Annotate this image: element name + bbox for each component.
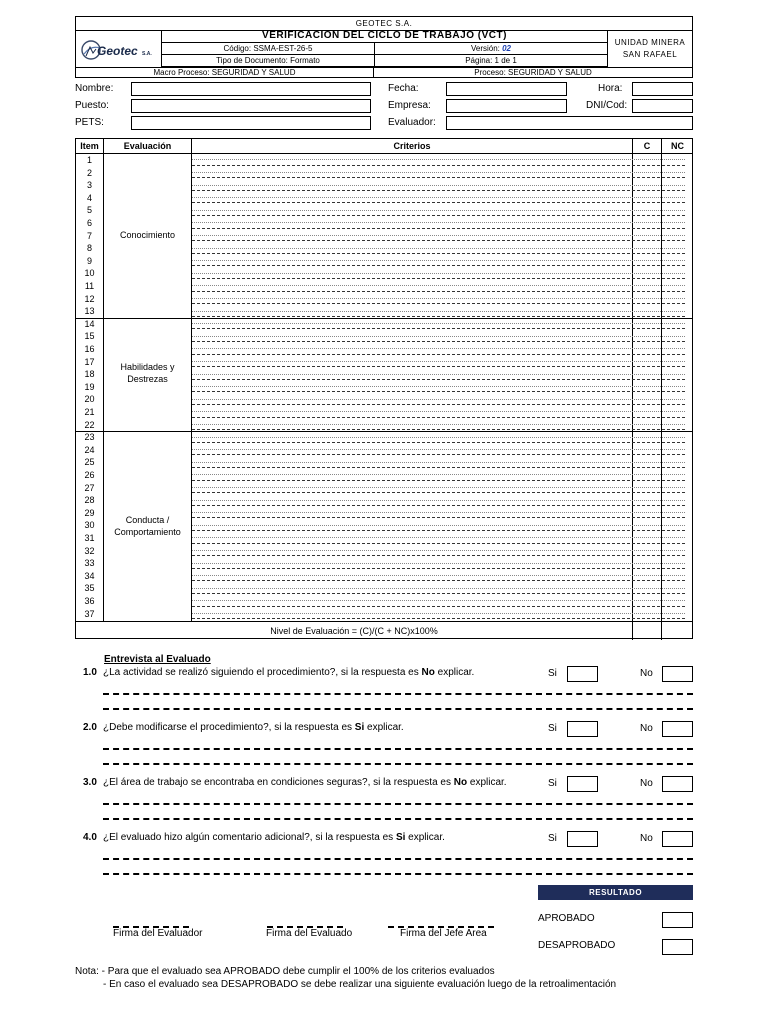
- item-number: 31: [84, 533, 95, 543]
- question-text: ¿El área de trabajo se encontraba en condiciones seguras?, si la respuesta es No explicar.: [103, 777, 507, 788]
- table-body-bottom: [76, 621, 692, 622]
- item-number: 36: [84, 596, 95, 606]
- criteria-line[interactable]: [192, 442, 685, 443]
- macro-process: Macro Proceso: SEGURIDAD Y SALUD: [76, 68, 374, 78]
- question-text: ¿La actividad se realizó siguiendo el procedimiento?, si la respuesta es No explicar.: [103, 667, 475, 678]
- evaluador-field[interactable]: [446, 116, 693, 130]
- item-number: 3: [86, 180, 92, 191]
- header-row-code: [162, 43, 607, 55]
- criteria-subline: [192, 298, 685, 299]
- criteria-line[interactable]: [192, 278, 685, 279]
- mining-unit: [607, 31, 692, 67]
- criteria-line[interactable]: [192, 240, 685, 241]
- si-label: Si: [548, 833, 557, 844]
- item-number: 7: [86, 230, 92, 241]
- criteria-subline: [192, 600, 685, 601]
- item-number: 8: [86, 243, 92, 254]
- answer-line[interactable]: [103, 803, 693, 805]
- item-number: 24: [84, 444, 95, 455]
- no-label: No: [640, 778, 653, 789]
- mining-unit-line2: SAN RAFAEL: [622, 50, 678, 59]
- criteria-subline: [192, 613, 685, 614]
- criteria-line[interactable]: [192, 165, 685, 166]
- version-label: Versión:: [470, 44, 500, 53]
- aprobado-label: APROBADO: [538, 913, 595, 924]
- table-header-divider: [76, 153, 692, 154]
- item-number: 17: [84, 356, 95, 367]
- item-number: 18: [84, 369, 95, 380]
- item-number: 32: [84, 545, 95, 556]
- si-checkbox[interactable]: [567, 666, 598, 682]
- item-number: 14: [84, 318, 95, 329]
- note-line-2: - En caso el evaluado sea DESAPROBADO se debe realizar una siguiente evaluación luego de la retroalimentación: [103, 979, 617, 990]
- criteria-line[interactable]: [192, 291, 685, 292]
- criteria-line[interactable]: [192, 404, 685, 405]
- answer-line[interactable]: [103, 763, 693, 765]
- pets-label: PETS:: [75, 117, 104, 128]
- criteria-line[interactable]: [192, 492, 685, 493]
- item-number: 35: [84, 583, 95, 594]
- pets-field[interactable]: [131, 116, 371, 130]
- criteria-subline: [192, 399, 685, 400]
- criteria-line[interactable]: [192, 530, 685, 531]
- si-label: Si: [548, 723, 557, 734]
- question-text: ¿Debe modificarse el procedimiento?, si la respuesta es Si explicar.: [103, 722, 404, 733]
- criteria-subline: [192, 348, 685, 349]
- dni-field[interactable]: [632, 99, 693, 113]
- criteria-subline: [192, 185, 685, 186]
- no-checkbox[interactable]: [662, 721, 693, 737]
- answer-line[interactable]: [103, 858, 693, 860]
- no-checkbox[interactable]: [662, 831, 693, 847]
- header-criterios: Criterios: [393, 141, 431, 151]
- question-number: 4.0: [83, 832, 97, 843]
- header-item: Item: [80, 141, 99, 151]
- criteria-subline: [192, 588, 685, 589]
- criteria-subline: [192, 260, 685, 261]
- si-checkbox[interactable]: [567, 721, 598, 737]
- criteria-subline: [192, 537, 685, 538]
- header-evaluacion: Evaluación: [123, 141, 172, 151]
- criteria-line[interactable]: [192, 328, 685, 329]
- item-number: 6: [86, 218, 92, 228]
- criteria-line[interactable]: [192, 316, 685, 317]
- criteria-subline: [192, 474, 685, 475]
- criteria-line[interactable]: [192, 606, 685, 607]
- criteria-line[interactable]: [192, 580, 685, 581]
- dni-label: DNI/Cod:: [586, 100, 628, 111]
- answer-line[interactable]: [103, 818, 693, 820]
- criteria-line[interactable]: [192, 215, 685, 216]
- desaprobado-checkbox[interactable]: [662, 939, 693, 955]
- item-number: 22: [84, 419, 95, 430]
- item-number: 33: [84, 558, 95, 569]
- criteria-line[interactable]: [192, 593, 685, 594]
- process: Proceso: SEGURIDAD Y SALUD: [474, 68, 592, 77]
- item-number: 21: [84, 407, 95, 417]
- si-checkbox[interactable]: [567, 776, 598, 792]
- fecha-label: Fecha:: [388, 83, 419, 94]
- aprobado-checkbox[interactable]: [662, 912, 693, 928]
- criteria-line[interactable]: [192, 555, 685, 556]
- evaluador-label: Evaluador:: [388, 117, 436, 128]
- criteria-subline: [192, 411, 685, 412]
- evaluation-table: [75, 138, 693, 639]
- criteria-subline: [192, 550, 685, 551]
- criteria-subline: [192, 374, 685, 375]
- item-number: 28: [84, 495, 95, 506]
- no-label: No: [640, 833, 653, 844]
- criteria-line[interactable]: [192, 253, 685, 254]
- criteria-subline: [192, 487, 685, 488]
- document-header: [75, 16, 693, 78]
- hora-label: Hora:: [598, 83, 623, 94]
- puesto-field[interactable]: [131, 99, 371, 113]
- item-number: 5: [86, 205, 92, 216]
- header-nc: NC: [671, 141, 684, 151]
- company-logo: [76, 31, 162, 67]
- no-label: No: [640, 723, 653, 734]
- section-divider: [76, 318, 692, 319]
- item-number: 23: [84, 432, 95, 443]
- empresa-label: Empresa:: [388, 100, 431, 111]
- criteria-line[interactable]: [192, 190, 685, 191]
- criteria-subline: [192, 424, 685, 425]
- mining-unit-line1: UNIDAD MINERA: [614, 38, 686, 47]
- geotec-logo-icon: [76, 31, 162, 67]
- section-label-conducta: Conducta / Comportamiento: [114, 515, 181, 537]
- item-number: 9: [86, 255, 92, 266]
- criteria-line[interactable]: [192, 480, 685, 481]
- criteria-line[interactable]: [192, 568, 685, 569]
- criteria-subline: [192, 172, 685, 173]
- section-label-conocimiento: Conocimiento: [119, 230, 176, 240]
- criteria-subline: [192, 386, 685, 387]
- item-number: 16: [84, 344, 95, 354]
- criteria-line[interactable]: [192, 391, 685, 392]
- criteria-subline: [192, 462, 685, 463]
- process-row: [76, 67, 692, 78]
- no-checkbox[interactable]: [662, 666, 693, 682]
- item-number: 29: [84, 507, 95, 518]
- criteria-line[interactable]: [192, 177, 685, 178]
- fecha-field[interactable]: [446, 82, 567, 96]
- criteria-subline: [192, 563, 685, 564]
- criteria-line[interactable]: [192, 202, 685, 203]
- signature-label-jefe: Firma del Jefe Area: [400, 928, 487, 939]
- signature-label-evaluado: Firma del Evaluado: [266, 928, 353, 939]
- criteria-subline: [192, 197, 685, 198]
- criteria-line[interactable]: [192, 417, 685, 418]
- criteria-line[interactable]: [192, 341, 685, 342]
- criteria-line[interactable]: [192, 505, 685, 506]
- header-row-type: [162, 55, 607, 67]
- item-number: 12: [84, 293, 95, 304]
- answer-line[interactable]: [103, 693, 693, 695]
- question-text: ¿El evaluado hizo algún comentario adicional?, si la respuesta es Si explicar.: [103, 832, 445, 843]
- company-name: GEOTEC S.A.: [76, 17, 692, 31]
- answer-line[interactable]: [103, 708, 693, 710]
- criteria-line[interactable]: [192, 429, 685, 430]
- criteria-line[interactable]: [192, 454, 685, 455]
- criteria-subline: [192, 437, 685, 438]
- question-number: 2.0: [83, 722, 97, 733]
- nombre-field[interactable]: [131, 82, 371, 96]
- criteria-subline: [192, 449, 685, 450]
- criteria-subline: [192, 361, 685, 362]
- si-label: Si: [548, 778, 557, 789]
- criteria-line[interactable]: [192, 517, 685, 518]
- si-label: Si: [548, 668, 557, 679]
- table-column-divider: [103, 139, 104, 622]
- code-cell: Código: SSMA-EST-26-5: [162, 43, 375, 54]
- item-number: 13: [84, 306, 95, 317]
- criteria-subline: [192, 222, 685, 223]
- criteria-subline: [192, 512, 685, 513]
- criteria-subline: [192, 248, 685, 249]
- criteria-subline: [192, 500, 685, 501]
- doc-type-cell: Tipo de Documento: Formato: [162, 55, 375, 66]
- criteria-subline: [192, 159, 685, 160]
- answer-line[interactable]: [103, 748, 693, 750]
- item-number: 11: [84, 281, 95, 291]
- hora-field[interactable]: [632, 82, 693, 96]
- criteria-subline: [192, 285, 685, 286]
- question-number: 3.0: [83, 777, 97, 788]
- item-number: 27: [84, 482, 95, 493]
- no-checkbox[interactable]: [662, 776, 693, 792]
- version-value: 02: [502, 44, 512, 53]
- answer-line[interactable]: [103, 873, 693, 875]
- criteria-subline: [192, 525, 685, 526]
- question-number: 1.0: [83, 667, 97, 678]
- version-cell: [375, 43, 607, 54]
- item-number: 37: [84, 608, 95, 619]
- form-title: VERIFICACION DEL CICLO DE TRABAJO (VCT): [162, 31, 607, 43]
- signature-label-evaluador: Firma del Evaluador: [113, 928, 203, 939]
- section-label-habilidades: Habilidades y Destrezas: [120, 362, 175, 384]
- criteria-subline: [192, 336, 685, 337]
- item-number: 26: [84, 470, 95, 480]
- criteria-line[interactable]: [192, 366, 685, 367]
- item-number: 1: [86, 155, 92, 165]
- item-number: 20: [84, 394, 95, 405]
- criteria-subline: [192, 273, 685, 274]
- criteria-line[interactable]: [192, 467, 685, 468]
- item-number: 25: [84, 457, 95, 468]
- no-label: No: [640, 668, 653, 679]
- desaprobado-label: DESAPROBADO: [538, 940, 616, 951]
- criteria-line[interactable]: [192, 228, 685, 229]
- item-number: 4: [86, 192, 92, 203]
- criteria-subline: [192, 323, 685, 324]
- criteria-line[interactable]: [192, 354, 685, 355]
- criteria-line[interactable]: [192, 303, 685, 304]
- item-number: 19: [84, 381, 95, 392]
- page-cell: Página: 1 de 1: [465, 56, 517, 65]
- item-number: 34: [84, 570, 95, 581]
- result-header: RESULTADO: [538, 885, 693, 900]
- nombre-label: Nombre:: [75, 83, 114, 94]
- item-number: 10: [84, 268, 95, 279]
- criteria-subline: [192, 210, 685, 211]
- item-number: 2: [86, 167, 92, 178]
- si-checkbox[interactable]: [567, 831, 598, 847]
- logo-suffix: S.A.: [142, 51, 152, 57]
- logo-wordmark: Geotec: [97, 44, 138, 58]
- criteria-subline: [192, 311, 685, 312]
- criteria-subline: [192, 235, 685, 236]
- criteria-line[interactable]: [192, 265, 685, 266]
- header-c: C: [643, 141, 651, 151]
- criteria-line[interactable]: [192, 379, 685, 380]
- section-divider: [76, 431, 692, 432]
- item-number: 30: [84, 520, 95, 531]
- empresa-field[interactable]: [446, 99, 567, 113]
- interview-title: Entrevista al Evaluado: [104, 654, 211, 665]
- puesto-label: Puesto:: [75, 100, 109, 111]
- criteria-subline: [192, 575, 685, 576]
- item-number: 15: [84, 331, 95, 342]
- note-line-1: Nota: - Para que el evaluado sea APROBADO debe cumplir el 100% de los criterios evaluados: [75, 966, 495, 977]
- nivel-evaluacion: Nivel de Evaluación = (C)/(C + NC)x100%: [270, 626, 438, 636]
- criteria-line[interactable]: [192, 543, 685, 544]
- criteria-line[interactable]: [192, 618, 685, 619]
